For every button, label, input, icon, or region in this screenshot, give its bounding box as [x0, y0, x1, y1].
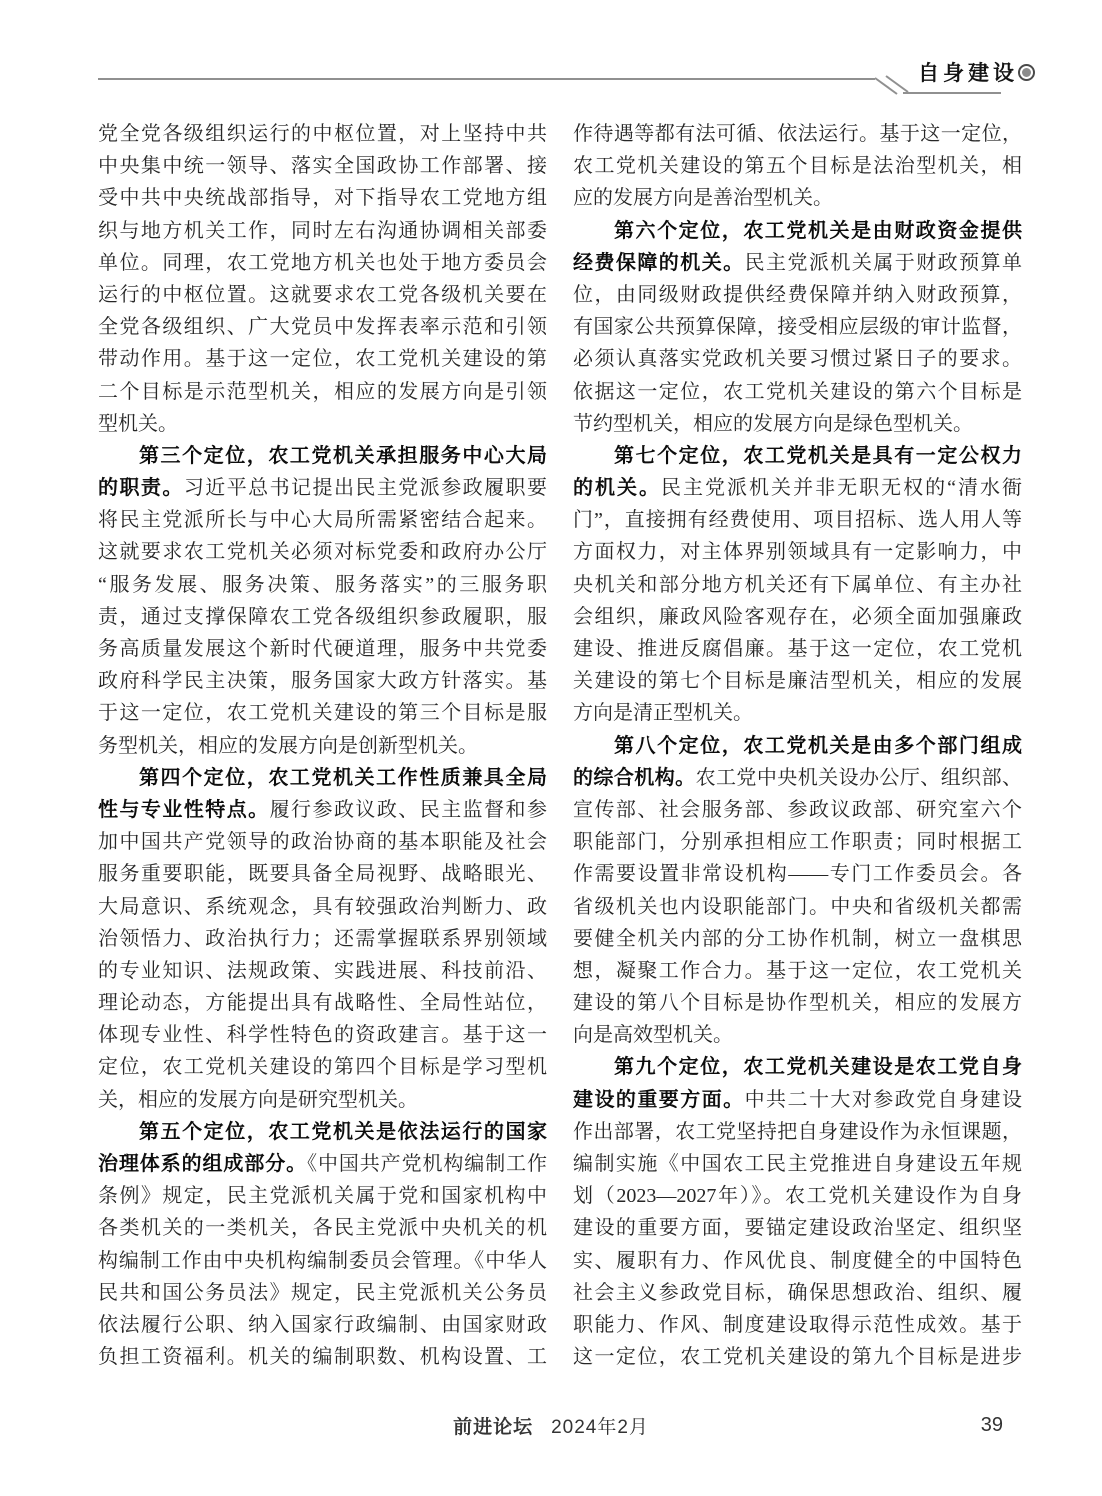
text-line: [98, 279, 547, 311]
text-line: [98, 923, 547, 955]
text-line: [98, 1180, 547, 1212]
text-line: [573, 1116, 1022, 1148]
text-line: [98, 1341, 547, 1373]
text-line: [98, 794, 547, 826]
text-line: [98, 665, 547, 697]
text-line: [573, 1309, 1022, 1341]
body-text: 这就要求农工党机关必须对标党委和政府办公厅: [98, 541, 547, 564]
body-text: 单位。同理，农工党地方机关也处于地方委员会: [98, 251, 547, 274]
text-line: [573, 408, 1022, 440]
body-text: 织与地方机关工作，同时左右沟通协调相关部委: [98, 219, 547, 242]
text-line: [98, 826, 547, 858]
body-text: 民共和国公务员法》规定，民主党派机关公务员: [98, 1281, 547, 1304]
text-line: [573, 1051, 1022, 1083]
body-text: 方面权力，对主体界别领域具有一定影响力，中: [573, 541, 1022, 564]
text-line: [98, 1148, 547, 1180]
text-line: [573, 697, 1022, 729]
body-text: 作待遇等都有法可循、依法运行。基于这一定位，: [573, 123, 1022, 145]
text-line: [98, 1019, 547, 1051]
bold-lead-text: 第七个定位，农工党机关是具有一定公权力: [614, 444, 1022, 467]
body-text: 职能力、作风、制度建设取得示范性成效。基于: [573, 1313, 1022, 1336]
bullseye-dot: [1022, 68, 1031, 77]
body-text: 实、履职有力、作风优良、制度健全的中国特色: [573, 1249, 1022, 1272]
text-line: [573, 1245, 1022, 1277]
text-line: [98, 247, 547, 279]
text-line: [573, 569, 1022, 601]
body-text: 体现专业性、科学性特色的资政建言。基于这一: [98, 1024, 547, 1047]
bold-lead-text: 第六个定位，农工党机关是由财政资金提供: [614, 219, 1022, 242]
body-text: 门”，直接拥有经费使用、项目招标、选人用人等: [573, 509, 1022, 532]
body-text: 会组织，廉政风险客观存在，必须全面加强廉政: [573, 605, 1022, 628]
text-line: [573, 150, 1022, 182]
bold-lead-text: 的综合机构。: [573, 766, 696, 789]
text-line: [573, 665, 1022, 697]
text-line: [573, 762, 1022, 794]
body-text: 应的发展方向是善治型机关。: [573, 187, 833, 210]
journal-name: 前进论坛: [453, 1417, 534, 1438]
text-line: [98, 343, 547, 375]
text-line: [98, 311, 547, 343]
body-text: 有国家公共预算保障，接受相应层级的审计监督，: [573, 316, 1022, 339]
page-number: 39: [980, 1414, 1003, 1436]
text-line: [573, 987, 1022, 1019]
text-line: [98, 1051, 547, 1083]
body-text: 依据这一定位，农工党机关建设的第六个目标是: [573, 380, 1022, 403]
text-line: [573, 279, 1022, 311]
text-line: [573, 182, 1022, 214]
text-line: [573, 247, 1022, 279]
body-text: 加中国共产党领导的政治协商的基本职能及社会: [98, 831, 547, 854]
text-line: [573, 794, 1022, 826]
bullseye-icon: [1018, 64, 1035, 81]
text-line: [98, 1245, 547, 1277]
body-text: 省级机关也内设职能部门。中央和省级机关都需: [573, 895, 1022, 918]
body-text: 服务重要职能，既要具备全局视野、战略眼光、: [98, 863, 547, 886]
text-line: [573, 472, 1022, 504]
bold-lead-text: 建设的重要方面。: [573, 1088, 745, 1111]
text-line: [98, 730, 547, 762]
body-text: 务高质量发展这个新时代硬道理，服务中共党委: [98, 638, 547, 660]
text-line: [98, 536, 547, 568]
body-text: 中央集中统一领导、落实全国政协工作部署、接: [98, 155, 547, 178]
section-label: 自身建设: [918, 62, 1018, 85]
body-text: 将民主党派所长与中心大局所需紧密结合起来。: [98, 509, 547, 532]
body-text: 型机关。: [98, 412, 178, 435]
text-line: [98, 472, 547, 504]
body-text: 关，相应的发展方向是研究型机关。: [98, 1088, 418, 1111]
bold-lead-text: 第八个定位，农工党机关是由多个部门组成: [614, 734, 1022, 757]
text-line: [98, 118, 547, 150]
body-text: 编制实施《中国农工民主党推进自身建设五年规: [573, 1153, 1022, 1175]
text-line: [98, 1116, 547, 1148]
text-line: [98, 762, 547, 794]
body-text: 位，由同级财政提供经费保障并纳入财政预算，: [573, 283, 1022, 306]
body-text: 要健全机关内部的分工协作机制，树立一盘棋思: [573, 927, 1022, 950]
body-text: 于这一定位，农工党机关建设的第三个目标是服: [98, 702, 547, 725]
text-line: [573, 1180, 1022, 1212]
body-text: 这一定位，农工党机关建设的第九个目标是进步: [573, 1346, 1022, 1369]
body-text: 农工党中央机关设办公厅、组织部、: [695, 766, 1023, 789]
text-line: [573, 215, 1022, 247]
bold-lead-text: 第四个定位，农工党机关工作性质兼具全局: [139, 766, 547, 789]
body-text: 民主党派机关属于财政预算单: [744, 251, 1023, 274]
article-column-left: [98, 118, 547, 1373]
text-line: [573, 311, 1022, 343]
text-line: [573, 504, 1022, 536]
text-line: [573, 376, 1022, 408]
body-text: 大局意识、系统观念，具有较强政治判断力、政: [98, 895, 547, 918]
text-line: [98, 182, 547, 214]
body-text: 党全党各级组织运行的中枢位置，对上坚持中共: [98, 123, 547, 145]
bold-lead-text: 第三个定位，农工党机关承担服务中心大局: [139, 444, 547, 467]
article-column-right: [573, 118, 1022, 1373]
text-line: [573, 536, 1022, 568]
text-line: [98, 601, 547, 633]
text-line: [573, 923, 1022, 955]
body-text: 政府科学民主决策，服务国家大政方针落实。基: [98, 670, 547, 693]
body-text: 《中国共产党机构编制工作: [307, 1153, 548, 1175]
body-text: 依法履行公职、纳入国家行政编制、由国家财政: [98, 1313, 547, 1336]
text-line: [573, 1148, 1022, 1180]
text-line: [573, 1019, 1022, 1051]
text-line: [573, 633, 1022, 665]
text-line: [98, 697, 547, 729]
bold-lead-text: 第九个定位，农工党机关建设是农工党自身: [614, 1056, 1022, 1079]
text-line: [98, 1212, 547, 1244]
text-line: [98, 1084, 547, 1116]
body-text: 条例》规定，民主党派机关属于党和国家机构中: [98, 1185, 547, 1208]
text-line: [98, 440, 547, 472]
text-line: [573, 1277, 1022, 1309]
body-text: “服务发展、服务决策、服务落实”的三服务职: [98, 573, 547, 596]
body-text: 作出部署，农工党坚持把自身建设作为永恒课题，: [573, 1120, 1022, 1143]
body-text: 职能部门，分别承担相应工作职责；同时根据工: [573, 831, 1022, 854]
body-text: 节约型机关，相应的发展方向是绿色型机关。: [573, 412, 973, 435]
text-line: [98, 408, 547, 440]
text-line: [573, 1212, 1022, 1244]
text-line: [98, 376, 547, 408]
body-text: 建设的第八个目标是协作型机关，相应的发展方: [573, 992, 1022, 1015]
bold-lead-text: 治理体系的组成部分。: [98, 1153, 308, 1175]
body-text: 农工党机关建设的第五个目标是法治型机关，相: [573, 155, 1022, 178]
body-text: 央机关和部分地方机关还有下属单位、有主办社: [573, 573, 1022, 596]
body-text: 受中共中央统战部指导，对下指导农工党地方组: [98, 187, 547, 210]
body-text: 履行参政议政、民主监督和参: [269, 798, 548, 821]
text-line: [573, 1341, 1022, 1373]
bold-lead-text: 的机关。: [573, 477, 662, 500]
body-text: 宣传部、社会服务部、参政议政部、研究室六个: [573, 798, 1022, 821]
body-text: 各类机关的一类机关，各民主党派中央机关的机: [98, 1217, 547, 1240]
body-text: 建设、推进反腐倡廉。基于这一定位，农工党机: [573, 638, 1022, 660]
bold-lead-text: 性与专业性特点。: [98, 798, 270, 821]
text-line: [573, 1084, 1022, 1116]
text-line: [573, 440, 1022, 472]
text-line: [573, 118, 1022, 150]
body-text: 向是高效型机关。: [573, 1024, 733, 1047]
text-line: [573, 343, 1022, 375]
text-line: [573, 601, 1022, 633]
body-text: 中共二十大对参政党自身建设: [744, 1088, 1023, 1111]
header-rule: [0, 0, 1102, 110]
text-line: [573, 826, 1022, 858]
body-text: 带动作用。基于这一定位，农工党机关建设的第: [98, 348, 547, 371]
bold-lead-text: 的职责。: [98, 477, 184, 500]
body-text: 治领悟力、政治执行力；还需掌握联系界别领域: [98, 927, 547, 950]
footer: [0, 1412, 1102, 1439]
text-line: [98, 858, 547, 890]
body-text: 构编制工作由中央机构编制委员会管理。《中华人: [98, 1249, 547, 1272]
body-text: 运行的中枢位置。这就要求农工党各级机关要在: [98, 283, 547, 306]
text-line: [98, 891, 547, 923]
text-line: [98, 1309, 547, 1341]
text-line: [98, 987, 547, 1019]
body-text: 负担工资福利。机关的编制职数、机构设置、工: [98, 1346, 547, 1369]
body-text: 想，凝聚工作合力。基于这一定位，农工党机关: [573, 959, 1022, 982]
text-line: [98, 569, 547, 601]
body-text: 划（2023—2027年）》。农工党机关建设作为自身: [573, 1185, 1022, 1208]
body-text: 务型机关，相应的发展方向是创新型机关。: [98, 734, 478, 757]
text-line: [573, 955, 1022, 987]
body-text: 责，通过支撑保障农工党各级组织参政履职，服: [98, 605, 547, 628]
body-text: 理论动态，方能提出具有战略性、全局性站位，: [98, 992, 547, 1015]
body-text: 民主党派机关并非无职无权的“清水衙: [661, 477, 1022, 500]
body-text: 必须认真落实党政机关要习惯过紧日子的要求。: [573, 348, 1022, 371]
body-text: 社会主义参政党目标，确保思想政治、组织、履: [573, 1281, 1022, 1304]
body-text: 方向是清正型机关。: [573, 702, 753, 725]
bold-lead-text: 经费保障的机关。: [573, 251, 745, 274]
bold-lead-text: 第五个定位，农工党机关是依法运行的国家: [139, 1120, 547, 1143]
text-line: [573, 858, 1022, 890]
text-line: [98, 504, 547, 536]
body-text: 关建设的第七个目标是廉洁型机关，相应的发展: [573, 670, 1022, 693]
issue-date: 2024年2月: [551, 1417, 649, 1438]
text-line: [98, 633, 547, 665]
body-text: 的专业知识、法规政策、实践进展、科技前沿、: [98, 959, 547, 982]
text-line: [573, 730, 1022, 762]
body-text: 作需要设置非常设机构——专门工作委员会。各: [573, 863, 1022, 886]
text-line: [98, 215, 547, 247]
body-text: 建设的重要方面，要锚定建设政治坚定、组织坚: [573, 1217, 1022, 1240]
text-line: [573, 891, 1022, 923]
body-text: 习近平总书记提出民主党派参政履职要: [183, 477, 548, 500]
text-line: [98, 150, 547, 182]
body-text: 二个目标是示范型机关，相应的发展方向是引领: [98, 380, 547, 403]
text-line: [98, 955, 547, 987]
body-text: 定位，农工党机关建设的第四个目标是学习型机: [98, 1056, 547, 1079]
body-text: 全党各级组织、广大党员中发挥表率示范和引领: [98, 316, 547, 339]
text-line: [98, 1277, 547, 1309]
